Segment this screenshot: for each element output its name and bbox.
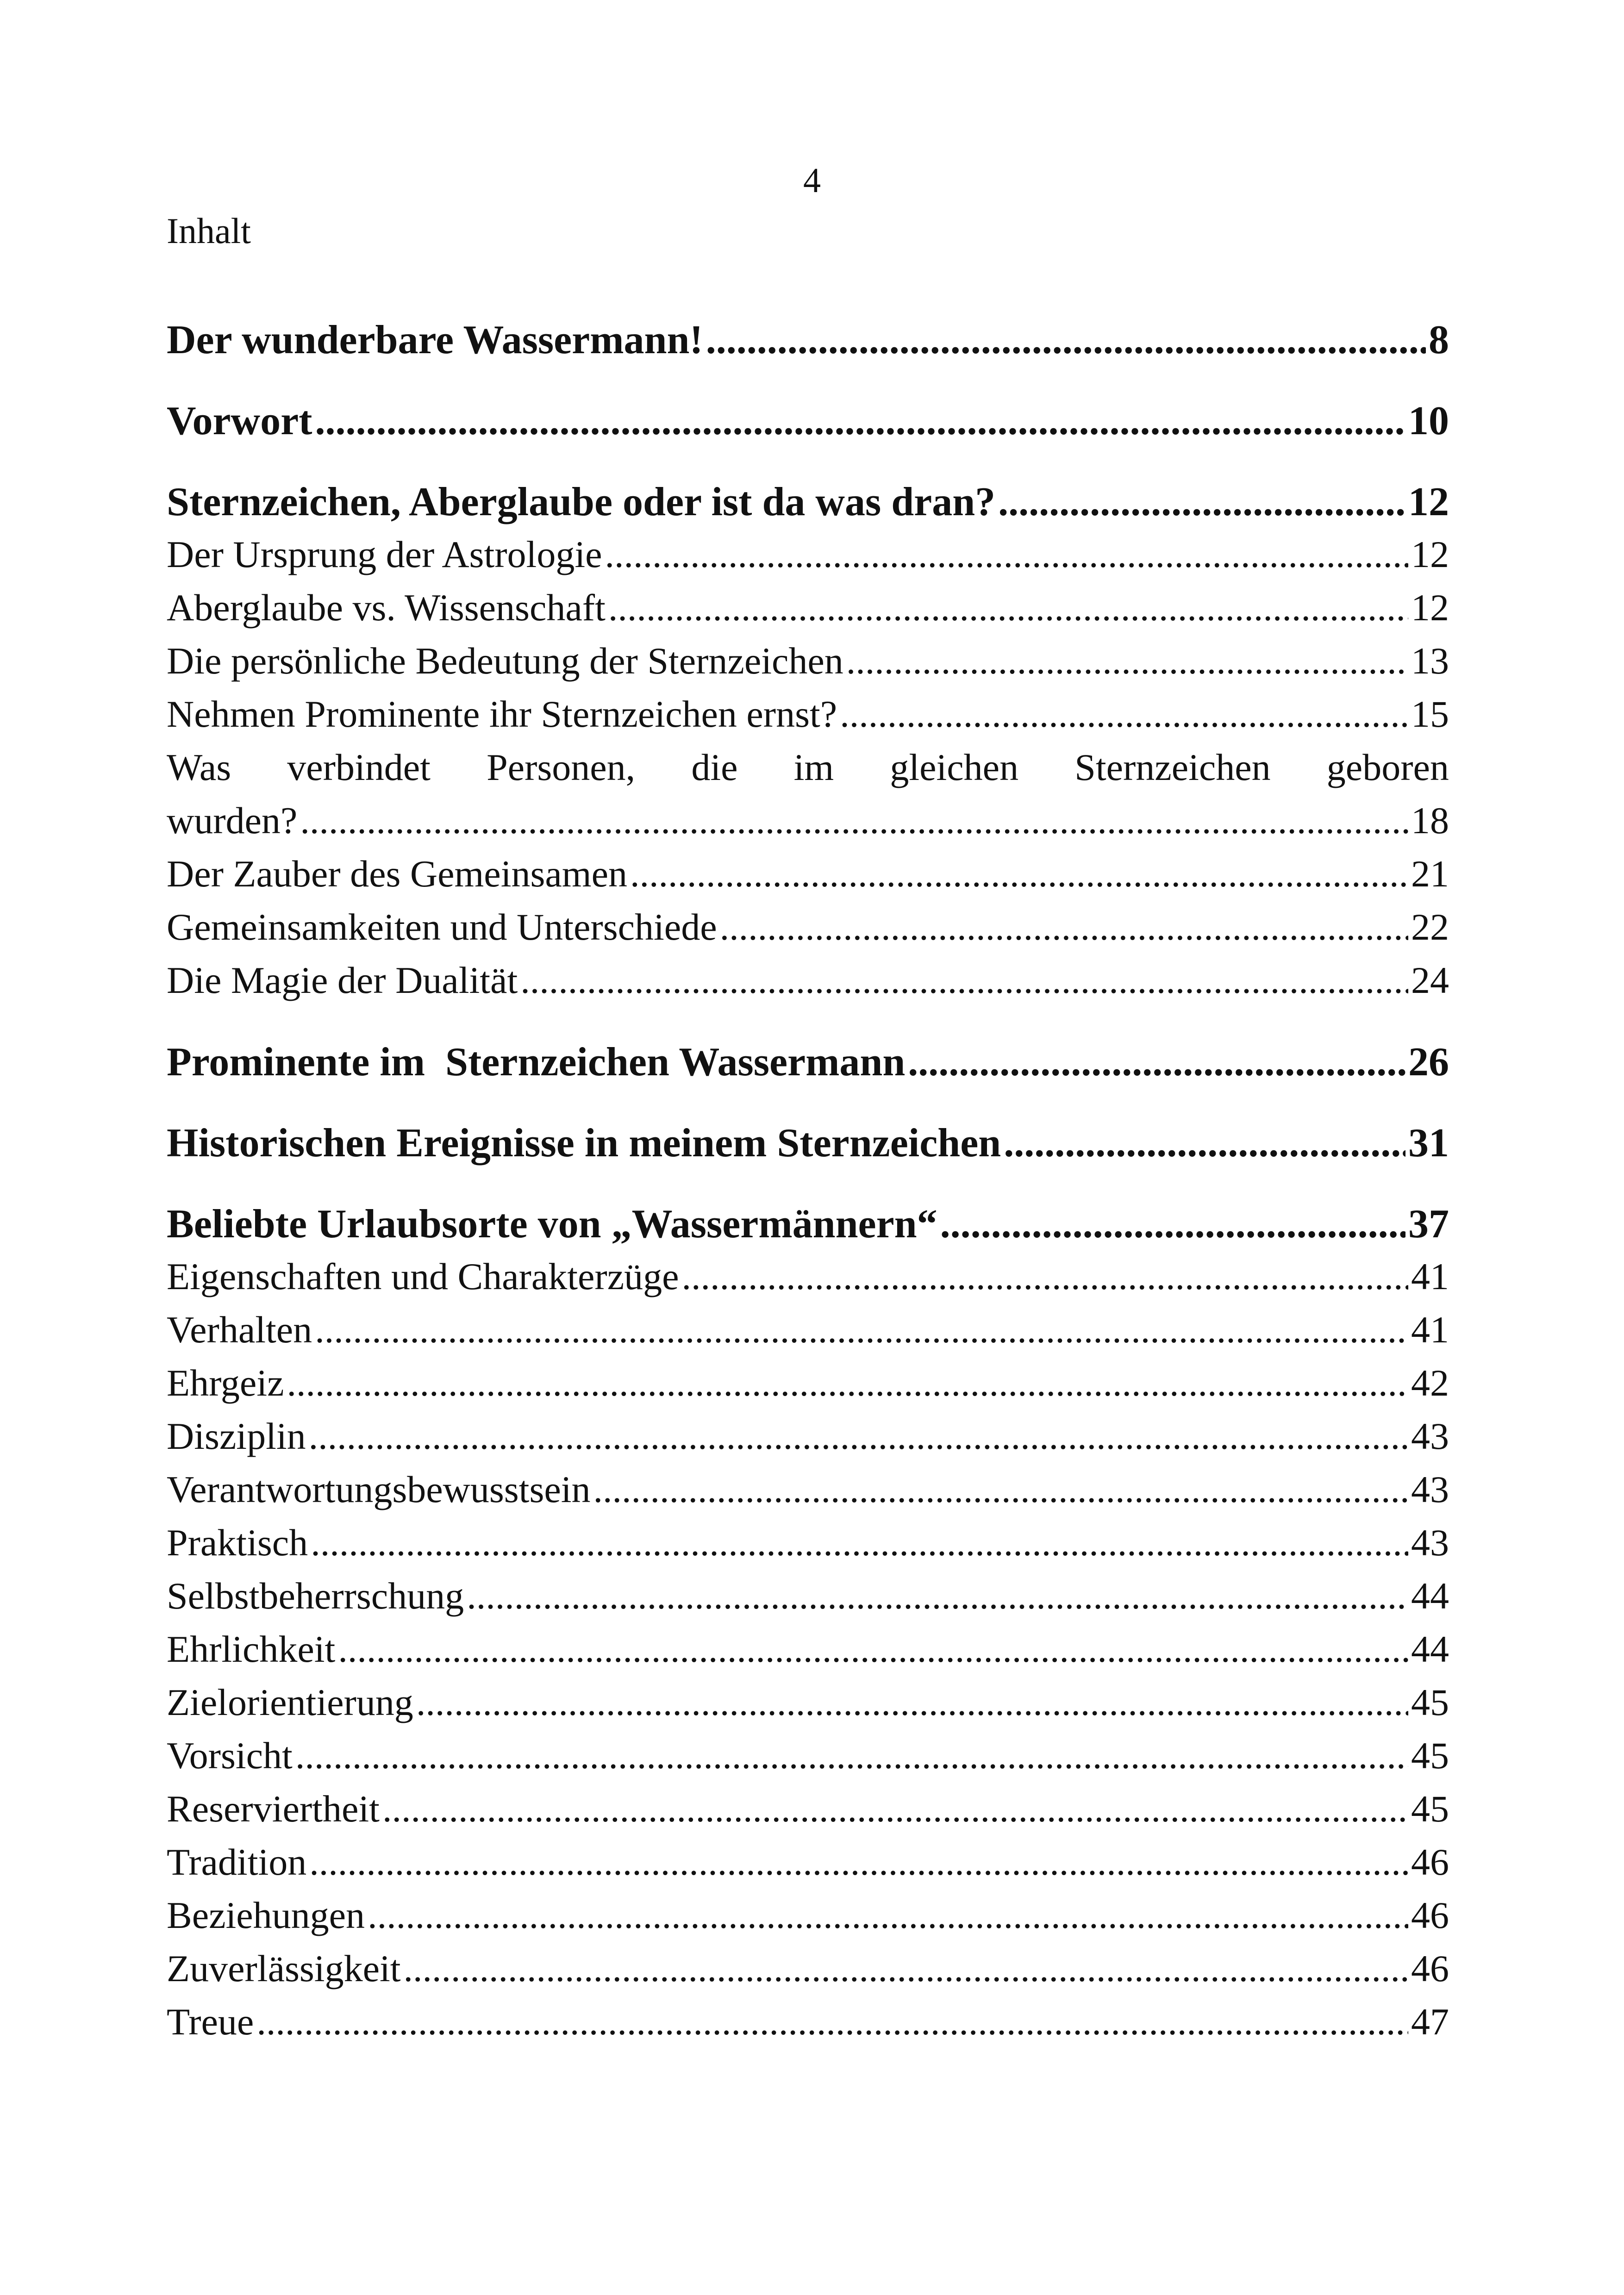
toc-word: Sternzeichen [1074,746,1271,788]
toc-entry-page: 15 [1411,693,1449,735]
toc-entry-page: 12 [1408,480,1449,524]
toc-entry-page: 8 [1429,318,1449,362]
toc-entry[interactable] [167,1835,1449,1889]
toc-entry-title: Treue [167,2001,254,2043]
toc-entry-page: 22 [1411,906,1449,948]
dot-leader [295,1729,1408,1782]
toc-entry-title: Verantwortungsbewusstsein [167,1468,591,1510]
toc-entry-page: 42 [1411,1362,1449,1404]
toc-word: verbindet [287,746,431,788]
dot-leader [287,1356,1409,1409]
toc-entry-page: 26 [1408,1040,1449,1085]
toc-entry[interactable] [167,315,1449,366]
dot-leader [840,687,1408,741]
toc-word: Was [167,746,231,788]
toc-entry-title: Eigenschaften und Charakterzüge [167,1255,679,1297]
toc-entry-page: 12 [1411,586,1449,629]
toc-entry-page: 47 [1411,2001,1449,2043]
toc-entry-title: Die Magie der Dualität [167,959,518,1001]
toc-entry-title: Sternzeichen, Aberglaube oder ist da was dran? [167,480,996,524]
toc-entry-title: Der Zauber des Gemeinsamen [167,853,627,895]
toc-entry-title: Prominente im Sternzeichen Wassermann [167,1040,906,1085]
toc-entry-title: Historischen Ereignisse in meinem Sternzeichen [167,1121,1001,1166]
toc-entry-page: 44 [1411,1575,1449,1617]
toc-entry-page: 41 [1411,1255,1449,1297]
dot-leader [998,477,1405,528]
dot-leader [1004,1118,1405,1169]
toc-entry[interactable] [167,794,1449,847]
toc-entry-title: Vorwort [167,399,312,443]
toc-entry-page: 46 [1411,1947,1449,1989]
toc-entry-title: Beziehungen [167,1894,365,1936]
toc-entry-page: 10 [1408,399,1449,443]
toc-entry[interactable] [167,687,1449,741]
toc-entry-page: 46 [1411,1841,1449,1883]
toc-entry[interactable] [167,1409,1449,1463]
toc-entry-title: Vorsicht [167,1734,293,1777]
dot-leader [467,1569,1408,1622]
dot-leader [940,1199,1405,1250]
toc-entry-title: Verhalten [167,1309,312,1351]
toc-entry-title: Selbstbeherrschung [167,1575,464,1617]
dot-leader [300,794,1408,847]
toc-word: geboren [1326,746,1449,788]
toc-entry[interactable] [167,1729,1449,1782]
dot-leader [720,900,1408,954]
toc-entry[interactable] [167,1463,1449,1516]
toc-entry-title: Zielorientierung [167,1681,413,1723]
toc-entry-page: 31 [1408,1121,1449,1166]
dot-leader [682,1250,1408,1303]
toc-entry[interactable] [167,581,1449,634]
dot-leader [608,581,1408,634]
toc-entry[interactable] [167,1942,1449,1995]
toc-entry-title: Aberglaube vs. Wissenschaft [167,586,606,629]
toc-entry-page: 46 [1411,1894,1449,1936]
toc-heading: Inhalt [167,211,251,251]
dot-leader [338,1622,1408,1676]
dot-leader [605,528,1408,581]
toc-entry-title: Reserviertheit [167,1788,380,1830]
toc-entry-title: Ehrlichkeit [167,1628,336,1670]
toc-entry[interactable] [167,396,1449,447]
toc-entry-title: Disziplin [167,1415,306,1457]
toc-entry-page: 12 [1411,533,1449,575]
toc-entry-title: Zuverlässigkeit [167,1947,401,1989]
toc-entry[interactable] [167,1569,1449,1622]
toc-entry-page: 45 [1411,1788,1449,1830]
dot-leader [593,1463,1408,1516]
page-number: 4 [803,161,821,200]
toc-entry-page: 45 [1411,1734,1449,1777]
toc-entry-page: 43 [1411,1415,1449,1457]
toc-entry-title: Die persönliche Bedeutung der Sternzeichen [167,640,843,682]
toc-entry[interactable] [167,1676,1449,1729]
toc-entry-page: 43 [1411,1468,1449,1510]
toc-entry[interactable] [167,1622,1449,1676]
toc-entry[interactable] [167,1782,1449,1835]
toc-entry-title: Beliebte Urlaubsorte von „Wassermännern“ [167,1202,937,1247]
dot-leader [315,396,1405,447]
toc-entry-page: 44 [1411,1628,1449,1670]
toc-word: gleichen [890,746,1019,788]
toc-entry[interactable] [167,477,1449,528]
toc-entry-title: Gemeinsamkeiten und Unterschiede [167,906,717,948]
toc-entry-page: 45 [1411,1681,1449,1723]
toc-entry[interactable] [167,1889,1449,1942]
toc-entry[interactable] [167,1516,1449,1569]
toc-word: Personen, [487,746,636,788]
table-of-contents [167,315,1449,2048]
toc-entry[interactable] [167,847,1449,900]
dot-leader [256,1995,1408,2048]
toc-entry-page: 18 [1411,799,1449,842]
toc-entry[interactable] [167,1037,1449,1088]
toc-entry[interactable] [167,528,1449,581]
toc-word: im [793,746,834,788]
dot-leader [311,1516,1408,1569]
toc-entry[interactable] [167,1250,1449,1303]
toc-entry-title: wurden? [167,799,298,842]
toc-entry-wrapped-line[interactable] [167,741,1449,794]
dot-leader [846,634,1408,687]
toc-entry-title: Praktisch [167,1522,308,1564]
dot-leader [315,1303,1408,1356]
dot-leader [404,1942,1408,1995]
toc-entry-page: 24 [1411,959,1449,1001]
toc-entry-title: Ehrgeiz [167,1362,284,1404]
dot-leader [630,847,1408,900]
toc-entry[interactable] [167,1303,1449,1356]
toc-entry-page: 41 [1411,1309,1449,1351]
dot-leader [368,1889,1408,1942]
toc-entry[interactable] [167,1356,1449,1409]
dot-leader [706,315,1426,366]
toc-entry[interactable] [167,1199,1449,1250]
toc-entry[interactable] [167,954,1449,1007]
toc-entry[interactable] [167,634,1449,687]
toc-entry-title: Der Ursprung der Astrologie [167,533,602,575]
dot-leader [309,1835,1408,1889]
toc-entry-title: Der wunderbare Wassermann! [167,318,703,362]
toc-entry-page: 37 [1408,1202,1449,1247]
toc-entry[interactable] [167,900,1449,954]
toc-entry-page: 43 [1411,1522,1449,1564]
toc-entry-title: Nehmen Prominente ihr Sternzeichen ernst? [167,693,837,735]
dot-leader [382,1782,1408,1835]
toc-entry-title: Tradition [167,1841,307,1883]
toc-word: die [691,746,738,788]
toc-entry[interactable] [167,1995,1449,2048]
dot-leader [416,1676,1408,1729]
toc-entry-page: 13 [1411,640,1449,682]
toc-entry[interactable] [167,1118,1449,1169]
dot-leader [520,954,1408,1007]
toc-entry-page: 21 [1411,853,1449,895]
dot-leader [908,1037,1405,1088]
dot-leader [309,1409,1408,1463]
